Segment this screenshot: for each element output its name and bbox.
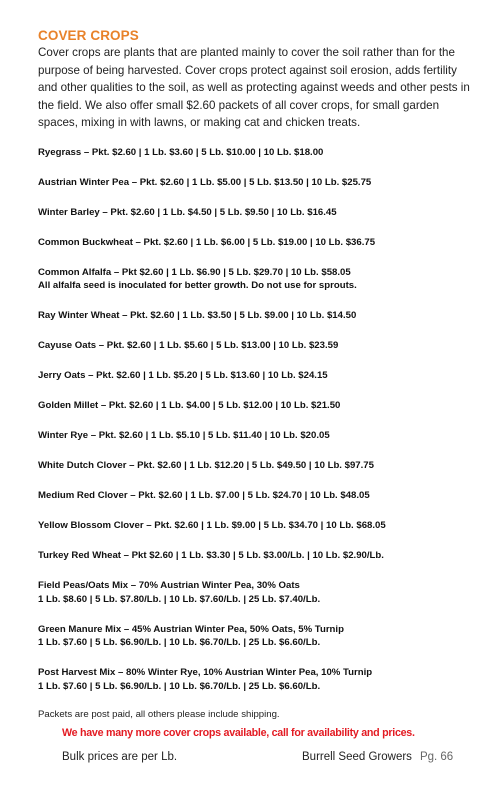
price-item-line: All alfalfa seed is inoculated for better growth. Do not use for sprouts. [38, 280, 357, 291]
price-item-line: Field Peas/Oats Mix – 70% Austrian Winter Pea, 30% Oats [38, 580, 300, 591]
price-item-line: 1 Lb. $7.60 | 5 Lb. $6.90/Lb. | 10 Lb. $6.70/Lb. | 25 Lb. $6.60/Lb. [38, 680, 321, 692]
item-spacer [38, 606, 470, 623]
price-list [38, 146, 470, 694]
price-item-line: Winter Barley – Pkt. $2.60 | 1 Lb. $4.50 | 5 Lb. $9.50 | 10 Lb. $16.45 [38, 206, 337, 218]
price-item-line: Green Manure Mix – 45% Austrian Winter Pea, 50% Oats, 5% Turnip [38, 623, 344, 635]
company-name: Burrell Seed Growers [302, 751, 412, 763]
item-spacer [38, 189, 470, 206]
page-number: Pg. 66 [419, 751, 454, 763]
price-item [38, 146, 470, 160]
price-item [38, 399, 470, 413]
price-item [38, 579, 470, 606]
price-item-line: Golden Millet – Pkt. $2.60 | 1 Lb. $4.00 | 5 Lb. $12.00 | 10 Lb. $21.50 [38, 400, 341, 411]
price-item [38, 339, 470, 353]
item-spacer [38, 533, 470, 550]
price-item-line: Ray Winter Wheat – Pkt. $2.60 | 1 Lb. $3.50 | 5 Lb. $9.00 | 10 Lb. $14.50 [38, 310, 357, 321]
item-spacer [38, 323, 470, 340]
item-spacer [38, 293, 470, 310]
price-item [38, 519, 470, 533]
price-item-line: Post Harvest Mix – 80% Winter Rye, 10% Austrian Winter Pea, 10% Turnip [38, 667, 373, 678]
price-item-line: Austrian Winter Pea – Pkt. $2.60 | 1 Lb. $5.00 | 5 Lb. $13.50 | 10 Lb. $25.75 [38, 176, 372, 188]
price-item [38, 266, 470, 293]
item-spacer [38, 650, 470, 667]
price-item [38, 549, 470, 563]
item-spacer [38, 563, 470, 580]
price-item [38, 309, 470, 323]
price-item [38, 459, 470, 473]
price-item [38, 236, 470, 250]
item-spacer [38, 443, 470, 460]
price-item-line: White Dutch Clover – Pkt. $2.60 | 1 Lb. $12.20 | 5 Lb. $49.50 | 10 Lb. $97.75 [38, 460, 374, 471]
bulk-price-note: Bulk prices are per Lb. [62, 751, 178, 763]
intro-paragraph: Cover crops are plants that are planted mainly to cover the soil rather than for the purpose of being harvested. Cover crops protect against soil erosion, adds fertility and other qualities to the soil, as well as protecting against weeds and other pests in the field. We also offer small $2.60 packets of all cover crops, for small garden spaces, mixing in with lawns, or making cat and chicken treats. [38, 46, 470, 129]
item-spacer [38, 249, 470, 266]
price-item [38, 206, 470, 220]
price-item [38, 176, 470, 190]
item-spacer [38, 413, 470, 430]
shipping-footnote: Packets are post paid, all others please include shipping. [38, 709, 280, 720]
item-spacer [38, 219, 470, 236]
footer-company [302, 751, 453, 763]
price-item-line: Common Alfalfa – Pkt $2.60 | 1 Lb. $6.90 | 5 Lb. $29.70 | 10 Lb. $58.05 [38, 266, 351, 278]
price-item-line: 1 Lb. $8.60 | 5 Lb. $7.80/Lb. | 10 Lb. $7.60/Lb. | 25 Lb. $7.40/Lb. [38, 593, 321, 605]
price-item [38, 369, 470, 383]
price-item-line: Yellow Blossom Clover – Pkt. $2.60 | 1 Lb. $9.00 | 5 Lb. $34.70 | 10 Lb. $68.05 [38, 520, 386, 531]
price-item [38, 623, 470, 650]
item-spacer [38, 473, 470, 490]
price-item [38, 489, 470, 503]
price-item-line: Ryegrass – Pkt. $2.60 | 1 Lb. $3.60 | 5 Lb. $10.00 | 10 Lb. $18.00 [38, 146, 324, 158]
price-item-line: Turkey Red Wheat – Pkt $2.60 | 1 Lb. $3.30 | 5 Lb. $3.00/Lb. | 10 Lb. $2.90/Lb. [38, 550, 384, 561]
price-item-line: Common Buckwheat – Pkt. $2.60 | 1 Lb. $6.00 | 5 Lb. $19.00 | 10 Lb. $36.75 [38, 236, 376, 248]
item-spacer [38, 503, 470, 520]
price-item-line: Jerry Oats – Pkt. $2.60 | 1 Lb. $5.20 | 5 Lb. $13.60 | 10 Lb. $24.15 [38, 370, 328, 381]
item-spacer [38, 353, 470, 370]
price-item-line: Cayuse Oats – Pkt. $2.60 | 1 Lb. $5.60 | 5 Lb. $13.00 | 10 Lb. $23.59 [38, 340, 339, 351]
section-title: COVER CROPS [38, 28, 139, 43]
availability-notice: We have many more cover crops available, call for availability and prices. [62, 727, 415, 739]
item-spacer [38, 383, 470, 400]
page-content [38, 28, 470, 721]
price-item-line: Winter Rye – Pkt. $2.60 | 1 Lb. $5.10 | 5 Lb. $11.40 | 10 Lb. $20.05 [38, 430, 330, 441]
price-item [38, 429, 470, 443]
price-item [38, 666, 470, 693]
item-spacer [38, 159, 470, 176]
price-item-line: Medium Red Clover – Pkt. $2.60 | 1 Lb. $7.00 | 5 Lb. $24.70 | 10 Lb. $48.05 [38, 490, 370, 501]
price-item-line: 1 Lb. $7.60 | 5 Lb. $6.90/Lb. | 10 Lb. $6.70/Lb. | 25 Lb. $6.60/Lb. [38, 637, 321, 648]
